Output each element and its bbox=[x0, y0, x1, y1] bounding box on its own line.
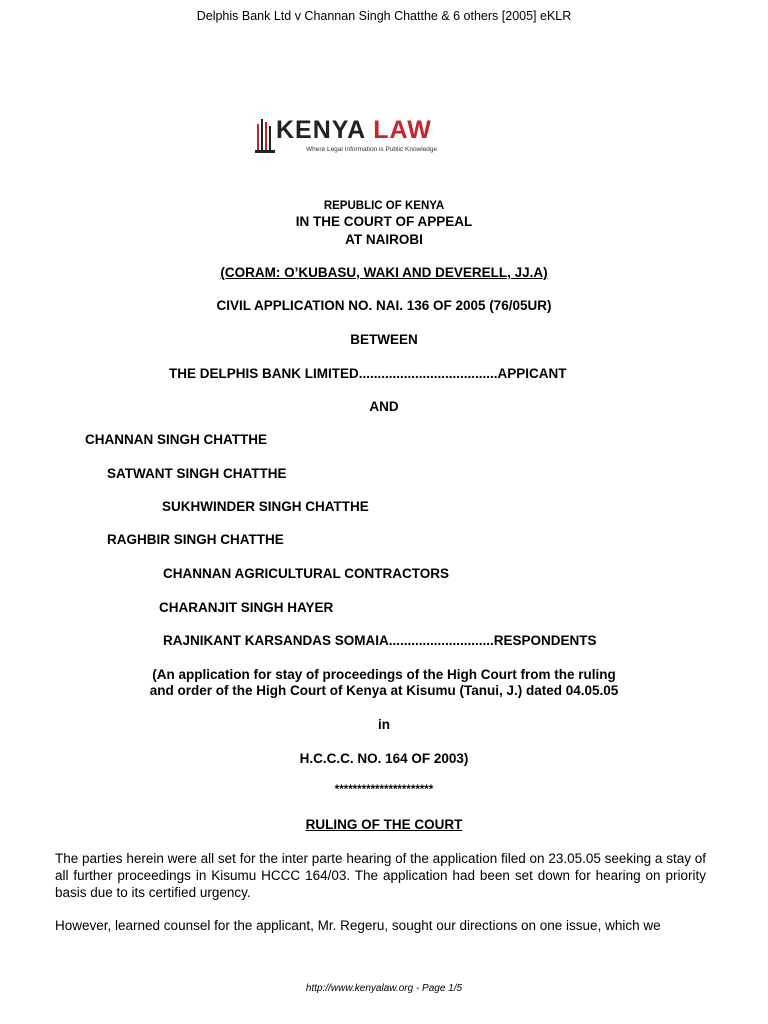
in-label: in bbox=[378, 717, 390, 732]
applicant-line: THE DELPHIS BANK LIMITED.....................................APPICANT bbox=[169, 366, 567, 381]
body-paragraph-1: The parties herein were all set for the inter parte hearing of the application filed on 23.05.05 seeking a stay of all further proceedings in Kisumu HCCC 164/03. The application had been set down for hearing on priority basis due to its certified urgency. bbox=[55, 851, 706, 900]
coram-line: (CORAM: O’KUBASU, WAKI AND DEVERELL, JJ.A) bbox=[220, 265, 548, 280]
respondent-3: SUKHWINDER SINGH CHATTHE bbox=[162, 499, 369, 514]
between-label: BETWEEN bbox=[350, 332, 418, 347]
hccc-line: H.C.C.C. NO. 164 OF 2003) bbox=[299, 751, 469, 766]
respondent-6: CHARANJIT SINGH HAYER bbox=[159, 600, 334, 615]
respondent-5: CHANNAN AGRICULTURAL CONTRACTORS bbox=[163, 566, 449, 581]
document-header: Delphis Bank Ltd v Channan Singh Chatthe & 6 others [2005] eKLR bbox=[196, 9, 572, 23]
court-heading: IN THE COURT OF APPEAL bbox=[295, 214, 473, 229]
pillars-icon bbox=[254, 116, 276, 154]
republic-heading: REPUBLIC OF KENYA bbox=[323, 200, 445, 212]
body-paragraph-2: However, learned counsel for the applicant, Mr. Regeru, sought our directions on one issue, which we bbox=[55, 918, 661, 933]
place-heading: AT NAIROBI bbox=[345, 232, 423, 247]
respondent-4: RAGHBIR SINGH CHATTHE bbox=[107, 532, 284, 547]
and-label: AND bbox=[369, 399, 399, 414]
application-number: CIVIL APPLICATION NO. NAI. 136 OF 2005 (76/05UR) bbox=[216, 298, 552, 313]
logo-wordmark: KENYA LAW bbox=[276, 116, 432, 144]
kenya-law-logo bbox=[254, 116, 464, 158]
application-note-line-2: and order of the High Court of Kenya at Kisumu (Tanui, J.) dated 04.05.05 bbox=[149, 683, 619, 698]
logo-tagline: Where Legal Information is Public Knowledge bbox=[306, 146, 438, 153]
application-note-line-1: (An application for stay of proceedings of the High Court from the ruling bbox=[152, 667, 616, 682]
respondent-2: SATWANT SINGH CHATTHE bbox=[107, 466, 287, 481]
separator-stars: ********************** bbox=[334, 784, 434, 796]
ruling-title: RULING OF THE COURT bbox=[305, 817, 463, 832]
respondent-7: RAJNIKANT KARSANDAS SOMAIA............................RESPONDENTS bbox=[163, 633, 597, 648]
respondent-1: CHANNAN SINGH CHATTHE bbox=[85, 432, 267, 447]
page-footer: http://www.kenyalaw.org - Page 1/5 bbox=[305, 983, 463, 994]
